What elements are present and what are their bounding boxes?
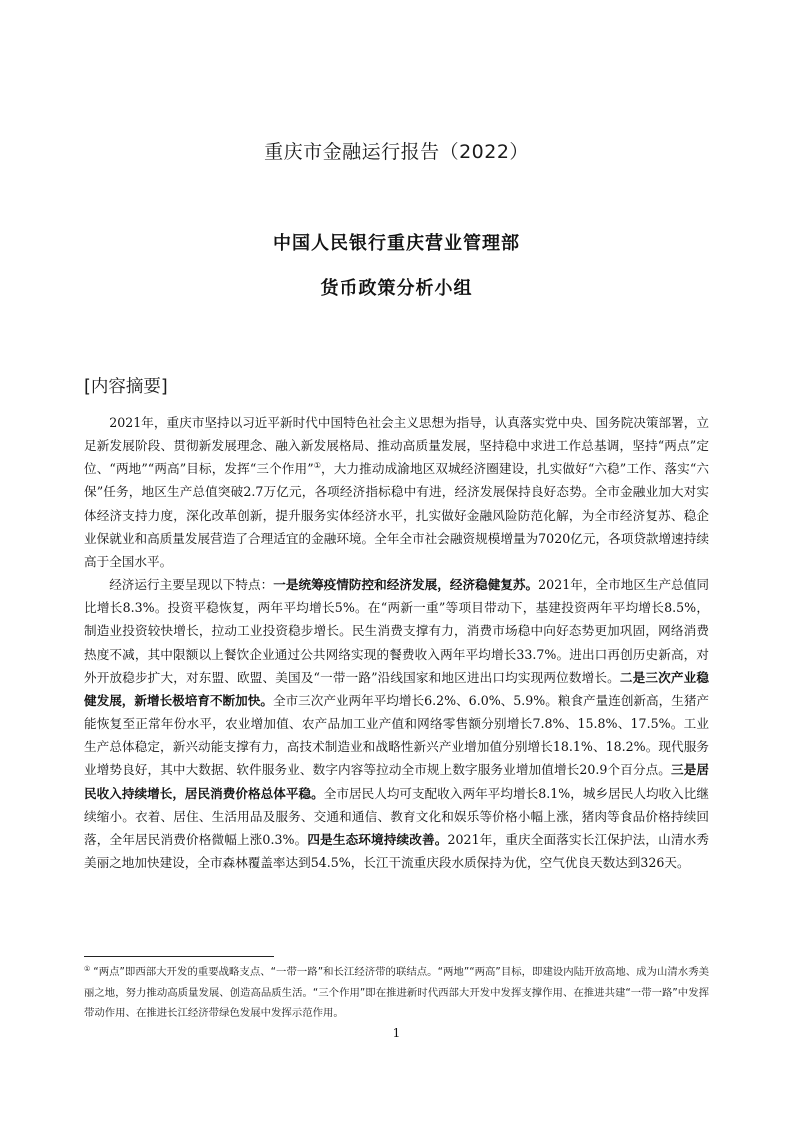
point-2-title: 二是三次产业稳健发展，新增长极培育不断加快。 bbox=[84, 669, 709, 708]
summary-heading: [内容摘要] bbox=[84, 377, 168, 397]
point-3-text: 全市居民人均可支配收入两年平均增长8.1%，城乡居民人均收入比继续缩小。衣着、居住、生活用品及服务、交通和通信、教育文化和娱乐等价格小幅上涨，猪肉等食品价格持续回落，全年居民消费价格微幅上涨0.3%。 bbox=[84, 785, 710, 847]
summary-paragraph-1 bbox=[84, 411, 709, 573]
paragraph-2-intro: 经济运行主要呈现以下特点： bbox=[109, 577, 274, 593]
organization-name: 中国人民银行重庆营业管理部 bbox=[273, 233, 520, 254]
summary-body bbox=[84, 411, 709, 874]
point-3-title: 三是居民收入持续增长，居民消费价格总体平稳。 bbox=[84, 762, 709, 801]
footnote-reference: ① bbox=[313, 461, 322, 471]
page-number: 1 bbox=[392, 1026, 401, 1040]
summary-paragraph-2 bbox=[84, 573, 709, 874]
point-2-text: 全市三次产业两年平均增长6.2%、6.0%、5.9%。粮食产量连创新高，生猪产能恢复至正常年份水平，农业增加值、农产品加工业产值和网络零售额分别增长7.8%、15.8%、17.5%。工业生产总体稳定，新兴动能支撑有力，高技术制造业和战略性新兴产业增加值分别增长18.1%、18.2%。现代服务业增势良好，其中大数据、软件服务业、数字内容等拉动全市规上数字服务业增加值增长20.9个百分点。 bbox=[84, 692, 710, 778]
footnote bbox=[84, 962, 709, 1024]
report-title: 重庆市金融运行报告（2022） bbox=[264, 141, 529, 163]
point-1-title: 一是统筹疫情防控和经济发展，经济稳健复苏。 bbox=[273, 577, 539, 593]
footnote-marker: ① bbox=[84, 964, 91, 973]
footnote-divider bbox=[84, 956, 274, 957]
point-4-text: 2021年，重庆全面落实长江保护法，山清水秀美丽之地加快建设，全市森林覆盖率达到54.5%，长江干流重庆段水质保持为优，空气优良天数达到326天。 bbox=[84, 831, 709, 870]
group-name: 货币政策分析小组 bbox=[320, 278, 473, 299]
footnote-text: “两点”即西部大开发的重要战略支点、“一带一路”和长江经济带的联结点。“两地”“两高”目标，即建设内陆开放高地、成为山清水秀美丽之地，努力推动高质量发展、创造高品质生活。“三个作用”即在推进新时代西部大开发中发挥支撑作用、在推进共建“一带一路”中发挥带动作用、在推进长江经济带绿色发展中发挥示范作用。 bbox=[84, 966, 709, 1019]
point-1-text: 2021年，全市地区生产总值同比增长8.3%。投资平稳恢复，两年平均增长5%。在“两新一重”等项目带动下，基建投资两年平均增长8.5%，制造业投资较快增长，拉动工业投资稳步增长。民生消费支撑有力，消费市场稳中向好态势更加巩固，网络消费热度不减，其中限额以上餐饮企业通过公共网络实现的餐费收入两年平均增长33.7%。进出口再创历史新高，对外开放稳步扩大，对东盟、欧盟、美国及“一带一路”沿线国家和地区进出口均实现两位数增长。 bbox=[84, 577, 710, 685]
paragraph-1-part-2: ，大力推动成渝地区双城经济圈建设，扎实做好“六稳”工作、落实“六保”任务，地区生产总值突破2.7万亿元，各项经济指标稳中有进，经济发展保持良好态势。全市金融业加大对实体经济支持力度，深化改革创新，提升服务实体经济水平，扎实做好金融风险防范化解，为全市经济复苏、稳企业保就业和高质量发展营造了合理适宜的金融环境。全年全市社会融资规模增量为7020亿元，各项贷款增速持续高于全国水平。 bbox=[84, 461, 709, 569]
paragraph-1-part-1: 2021年，重庆市坚持以习近平新时代中国特色社会主义思想为指导，认真落实党中央、国务院决策部署，立足新发展阶段、贯彻新发展理念、融入新发展格局、推动高质量发展，坚持稳中求进工作总基调，坚持“两点”定位、“两地”“两高”目标，发挥“三个作用” bbox=[84, 415, 709, 477]
point-4-title: 四是生态环境持续改善。 bbox=[307, 831, 448, 847]
